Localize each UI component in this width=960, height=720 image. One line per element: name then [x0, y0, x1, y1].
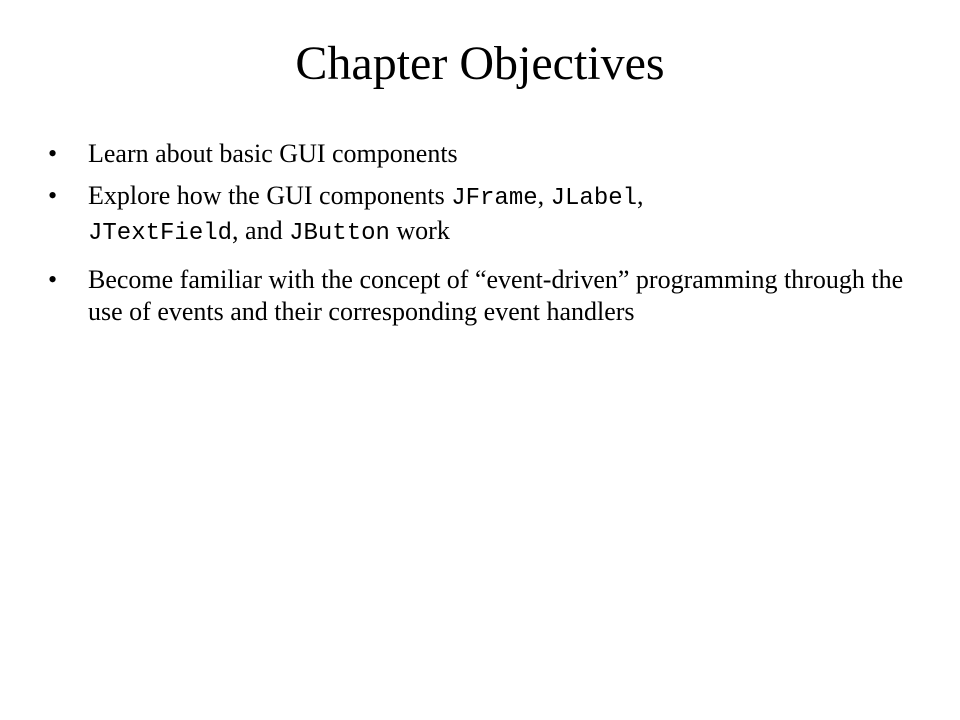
text-segment: Explore how the GUI components: [88, 181, 452, 210]
code-jlabel: JLabel: [550, 185, 638, 212]
text-segment: , and: [232, 216, 290, 245]
objective-item-explore-components: [48, 180, 908, 250]
bullet-icon: •: [48, 139, 58, 168]
text-segment: ,: [637, 181, 644, 210]
code-jbutton: JButton: [289, 220, 390, 247]
objective-text: [88, 181, 644, 245]
objective-item-gui-components: [48, 138, 908, 170]
slide-title: Chapter Objectives: [295, 37, 665, 90]
objective-item-event-driven: [48, 264, 908, 328]
objective-text: Become familiar with the concept of “event-driven” programming through the use of events and their corresponding event handlers: [88, 265, 904, 326]
code-jtextfield: JTextField: [88, 220, 233, 247]
bullet-icon: •: [48, 181, 58, 210]
bullet-icon: •: [48, 265, 58, 294]
objectives-list: [48, 138, 908, 328]
text-segment: work: [389, 216, 450, 245]
text-segment: ,: [537, 181, 551, 210]
code-jframe: JFrame: [451, 185, 538, 212]
objective-text: Learn about basic GUI components: [88, 139, 458, 168]
